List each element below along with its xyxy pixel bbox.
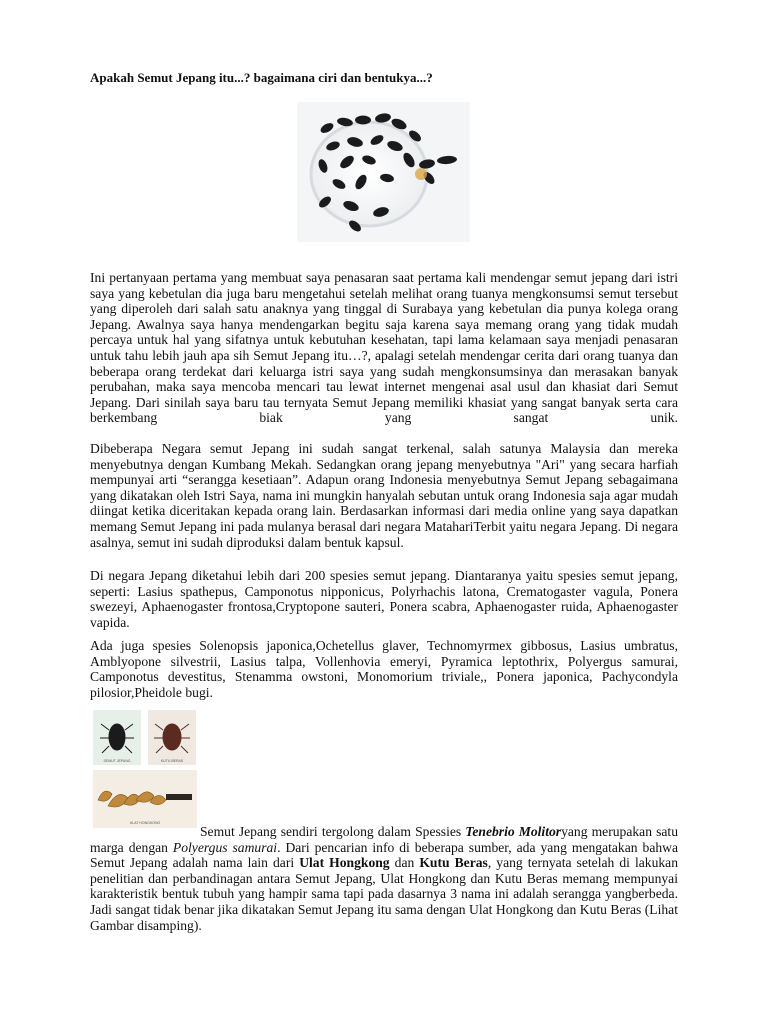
kutu-beras-term: Kutu Beras <box>419 855 488 871</box>
comparison-figure <box>90 708 200 833</box>
caption-kutu-beras: KUTU BERAS <box>160 759 184 763</box>
ulat-hongkong-term: Ulat Hongkong <box>299 855 390 871</box>
species-name: Tenebrio Molitor <box>465 824 562 839</box>
caption-semut-jepang: SEMUT JEPANG <box>103 759 131 763</box>
p5-text-2: yang merupakan satu marga dengan <box>90 824 678 855</box>
p5-text-5: , yang ternyata setelah di lakukan penelitian dan perbandinagan antara Semut Jepang, Ulat Hongkong dan Kutu Beras memang mempunyai karakteristik bentuk tubuh yang hampir sama tapi pada dasarnya 3 nama ini adalah serangga yangberbeda. Jadi sangat tidak benar jika dikatakan Semut Jepang itu sama dengan Ulat Hongkong dan Kutu Beras (Lihat Gambar disamping). <box>90 855 678 933</box>
semut-jepang-photo <box>297 102 470 242</box>
paragraph-intro: Ini pertanyaan pertama yang membuat saya penasaran saat pertama kali mendengar semut jepang dari istri saya yang kebetulan dia juga baru mengetahui setelah melihat orang tuanya mengkonsumsi semut tersebut yang diperoleh dari salah satu anaknya yang tinggal di Surabaya yang kebetulan dia punya kolega orang Jepang. Awalnya saya hanya mendengarkan begitu saja karena saya memang orang yang tidak mudah percaya untuk hal yang sifatnya untuk kebutuhan kesehatan, tapi lama kelamaan saya menjadi penasaran untuk tahu lebih jauh apa sih Semut Jepang itu…?, apalagi setelah mendengar cerita dari orang tuanya dan beberapa orang terdekat dari keluarga istri saya yang sudah mengkonsumsinya dan merasakan banyak perubahan, maka saya mencoba mencari tau lewat internet mengenai asal usul dan khasiat dari Semut Jepang. Dari sinilah saya baru tau ternyata Semut Jepang memiliki khasiat yang sangat banyak serta cara berkembang biak yang sangat unik. <box>90 270 678 426</box>
paragraph-species-2: Ada juga spesies Solenopsis japonica,Ochetellus glaver, Technomyrmex gibbosus, Lasius umbratus, Amblyopone silvestrii, Lasius talpa, Vollenhovia emeryi, Pyramica leptothrix, Polyergus samurai, Camponotus devestitus, Stenamma owstoni, Monomorium triviale,, Ponera japonica, Pachycondyla pilosior,Pheidole bugi. <box>90 638 678 700</box>
p5-text-3: . Dari pencarian info di beberapa sumber, ada yang mengatakan bahwa Semut Jepang adalah nama lain dari <box>90 839 678 871</box>
p5-text-4: dan <box>389 855 420 871</box>
p5-text-1: Semut Jepang sendiri tergolong dalam Spessies <box>200 824 466 839</box>
page-title: Apakah Semut Jepang itu...? bagaimana ciri dan bentukya...? <box>90 70 433 85</box>
paragraph-names: Dibeberapa Negara semut Jepang ini sudah sangat terkenal, salah satunya Malaysia dan mereka menyebutnya dengan Kumbang Mekah. Sedangkan orang jepang menyebutnya "Ari" yang secara harfiah mempunyai arti “serangga kesetiaan”. Adapun orang Indonesia menyebutnya Semut Jepang sebagaimana yang dikatakan oleh Istri Saya, nama ini mungkin hanyalah sebutan untuk orang Indonesia saja agar mudah diingat ketika diceritakan kepada orang lain. Berdasarkan informasi dari media online yang saya dapatkan memang Semut Jepang ini pada mulanya berasal dari negara MatahariTerbit yaitu negara Jepang. Di negara asalnya, semut ini sudah diproduksi dalam bentuk kapsul. <box>90 441 678 550</box>
polyergus-name: Polyergus samurai <box>172 839 278 855</box>
paragraph-species-1: Di negara Jepang diketahui lebih dari 200 spesies semut jepang. Diantaranya yaitu spesies semut jepang, seperti: Lasius spathepus, Camponotus nipponicus, Polyrhachis latona, Crematogaster vagula, Ponera swezeyi, Aphaenogaster frontosa,Cryptopone sauteri, Ponera scabra, Aphaenogaster ruida, Aphaenogaster vapida. <box>90 568 678 630</box>
paragraph-comparison <box>90 824 678 933</box>
caption-ulat-hongkong: ULAT HONGKONG <box>129 821 161 825</box>
